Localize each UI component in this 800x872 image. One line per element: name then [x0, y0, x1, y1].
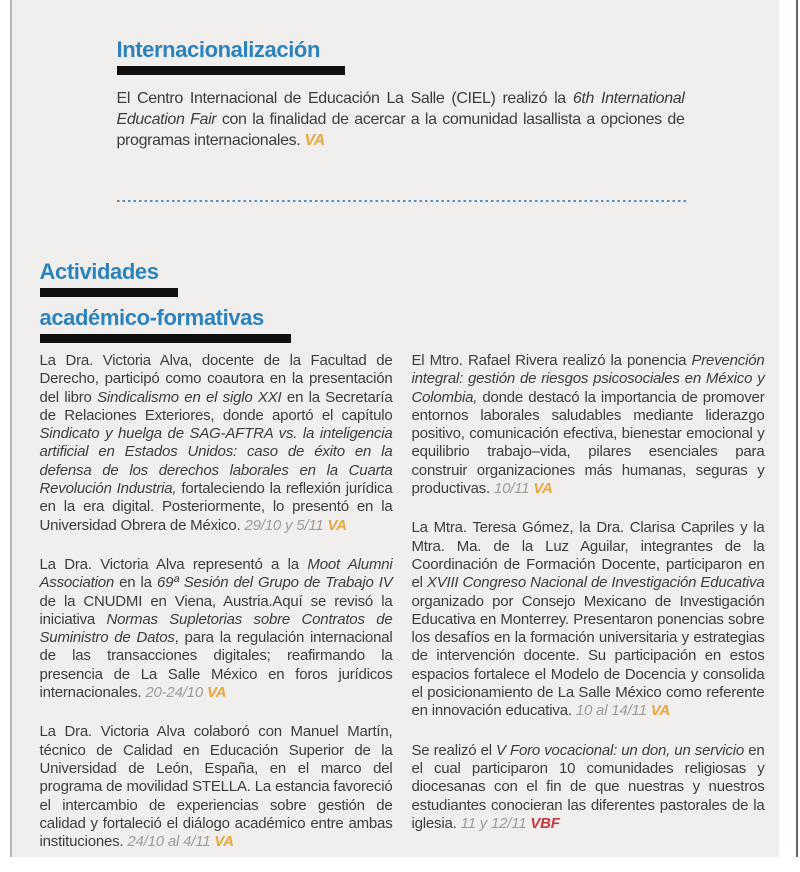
- italic-title-run: Prevención integral: gestión de riesgos psicosociales en México y Colombia,: [411, 352, 765, 406]
- text-run: en la: [114, 574, 157, 592]
- text-run: en la Secretaría de Relaciones Exteriores, donde aportó el capítulo: [39, 388, 393, 424]
- author-initials: VA: [533, 480, 553, 498]
- section-internacionalizacion: [117, 37, 687, 151]
- text-run: La Dra. Victoria Alva representó a la: [39, 555, 308, 573]
- text-run: en el cual participaron 10 comunidades religiosas y diocesanas con el fin de que nuestras y nuestros estudiantes conocieran las diferentes pastorales de la iglesia.: [411, 741, 765, 832]
- author-initials: VA: [214, 833, 234, 851]
- section-title-actividades-line1: Actividades: [39, 259, 159, 284]
- italic-title-run: Sindicalismo en el siglo XXI: [97, 388, 282, 406]
- text-run: La Dra. Victoria Alva colaboró con Manuel Martín, técnico de Calidad en Educación Superior de la Universidad de León, España, en el marco del programa de movilidad STELLA. La estancia favoreció el intercambio de experiencias sobre gestión de calidad y fortaleció el diálogo académico entre ambas instituciones.: [39, 723, 393, 851]
- author-initials: VA: [304, 132, 325, 149]
- text-run: El Mtro. Rafael Rivera realizó la ponencia: [411, 352, 692, 369]
- date-stamp: 29/10 y 5/11: [244, 516, 328, 534]
- author-initials: VA: [327, 516, 347, 534]
- text-run: donde destacó la importancia de promover entornos laborales saludables mediante liderazgo positivo, comunicación efectiva, bienestar emocional y equilibrio trabajo–vida, pilares esenciales para construir organizaciones más humanas, seguras y productivas.: [411, 388, 765, 498]
- two-column-body: [40, 352, 779, 872]
- section-actividades-header: [40, 259, 779, 343]
- text-run: fortaleciendo la reflexión jurídica en la era digital. Posteriormente, lo presentó en la Universidad Obrera de México.: [39, 480, 393, 534]
- italic-title-run: 69ª Sesión del Grupo de Trabajo IV: [156, 574, 393, 592]
- text-run: El Centro Internacional de Educación La Salle (CIEL) realizó la: [116, 90, 573, 107]
- section-title-internacionalizacion: Internacionalización: [116, 37, 320, 62]
- text-run: con la finalidad de acercar a la comunidad lasallista a opciones de programas internacionales.: [116, 111, 685, 149]
- date-stamp: 10/11: [493, 480, 534, 498]
- author-initials: VBF: [530, 814, 560, 832]
- author-initials: VA: [650, 702, 671, 720]
- italic-title-run: Sindicato y huelga de SAG-AFTRA vs. la inteligencia artificial en Estados Unidos: caso de éxito en la defensa de los derechos laborales en la Cuarta Revolución Industria,: [39, 425, 393, 498]
- intro-paragraph: [117, 88, 685, 151]
- page-scan-edge-right: [796, 0, 799, 857]
- newsletter-page: [12, 0, 779, 857]
- date-stamp: 20-24/10: [145, 684, 207, 702]
- section-title-actividades-line2: académico-formativas: [39, 305, 264, 330]
- date-stamp: 10 al 14/11: [575, 702, 651, 720]
- paragraph: [412, 352, 765, 498]
- text-run: organizado por Consejo Mexicano de Investigación Educativa en Monterrey. Presentaron ponencias sobre los desafíos en la formación universitaria y estrategias de intervención docente. Su participación en estos espacios fortalece el Modelo de Docencia y consolida el posicionamiento de La Salle México como referente en innovación educativa.: [411, 592, 765, 720]
- italic-title-run: V Foro vocacional: un don, un servicio: [496, 741, 745, 759]
- right-column: [412, 352, 765, 872]
- author-initials: VA: [206, 684, 227, 702]
- text-run: , para la regulación internacional de las transacciones digitales; reafirmando la presencia de La Salle México en foros jurídicos internacionales.: [39, 629, 393, 702]
- italic-title-run: XVIII Congreso Nacional de Investigación Educativa: [426, 574, 765, 592]
- dotted-divider: [117, 200, 687, 202]
- paragraph: [40, 556, 393, 702]
- paragraph: [412, 742, 765, 833]
- date-stamp: 11 y 12/11: [460, 814, 531, 832]
- title-underline-bar: [40, 334, 291, 343]
- title-underline-bar: [40, 288, 178, 297]
- date-stamp: 24/10 al 4/11: [127, 833, 215, 851]
- italic-title-run: Moot Alumni Association: [39, 555, 393, 592]
- title-underline-bar: [117, 66, 345, 75]
- text-run: La Dra. Victoria Alva, docente de la Facultad de Derecho, participó como coautora en la presentación del libro: [39, 352, 393, 406]
- italic-title-run: Normas Supletorias sobre Contratos de Suministro de Datos: [39, 610, 393, 647]
- paragraph: [412, 519, 765, 720]
- italic-title-run: 6th International Education Fair: [116, 90, 685, 128]
- text-run: de la CNUDMI en Viena, Austria.Aquí se revisó la iniciativa: [39, 592, 393, 628]
- paragraph: [40, 352, 393, 535]
- left-column: [40, 352, 393, 872]
- text-run: La Mtra. Teresa Gómez, la Dra. Clarisa Capriles y la Mtra. Ma. de la Luz Aguilar, integrantes de la Coordinación de Formación Docente, participaron en el: [411, 519, 765, 592]
- page-scan-edge-left: [10, 0, 12, 857]
- paragraph: [40, 723, 393, 851]
- text-run: Se realizó el: [411, 741, 497, 759]
